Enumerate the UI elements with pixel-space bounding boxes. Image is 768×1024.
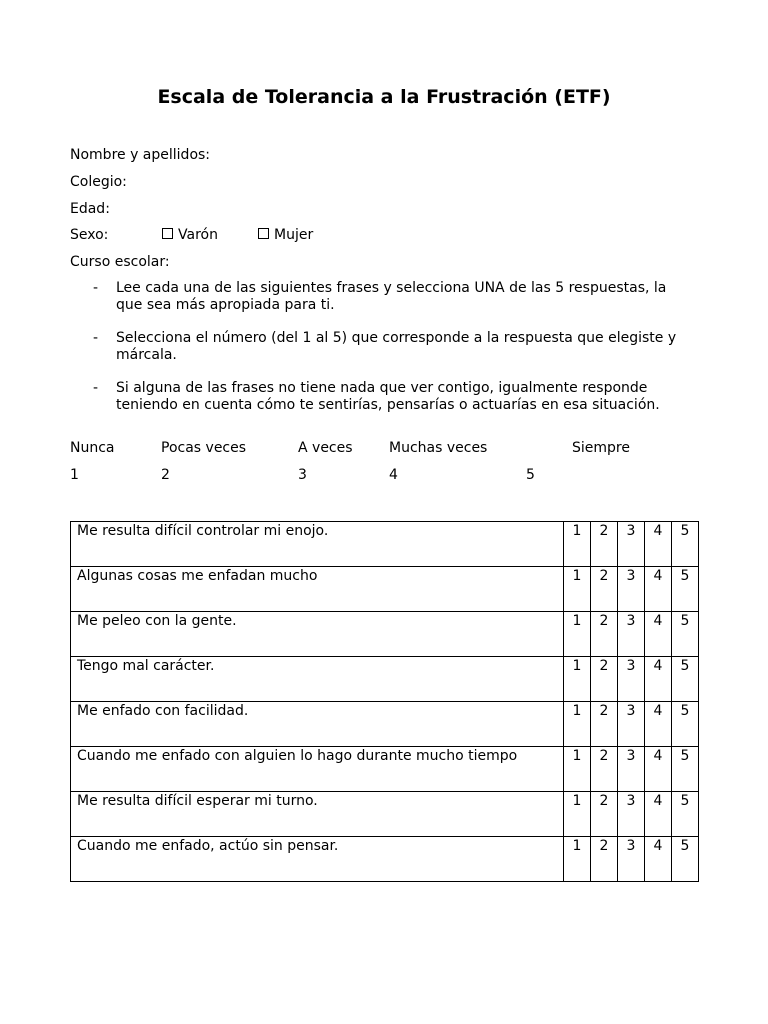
- answer-option-cell[interactable]: [564, 522, 591, 567]
- bullet-dash: -: [93, 380, 99, 396]
- answer-option-cell[interactable]: [645, 702, 672, 747]
- item-statement-text: Me resulta difícil controlar mi enojo.: [77, 523, 329, 539]
- answer-option-number: 5: [680, 748, 690, 764]
- answer-option-number: 4: [653, 838, 663, 854]
- answer-option-cell[interactable]: [564, 747, 591, 792]
- scale-number-4: 4: [389, 467, 398, 483]
- instruction-text: Lee cada una de las siguientes frases y selecciona UNA de las 5 respuestas, la que sea más apropiada para ti.: [116, 280, 667, 313]
- table-row: [71, 612, 699, 657]
- sex-option-male-label: Varón: [178, 227, 218, 243]
- answer-option-number: 2: [599, 838, 609, 854]
- answer-option-cell[interactable]: [672, 657, 699, 702]
- answer-option-number: 5: [680, 838, 690, 854]
- answer-option-number: 4: [653, 703, 663, 719]
- sex-option-female-label: Mujer: [274, 227, 314, 243]
- answer-option-number: 1: [572, 748, 582, 764]
- answer-option-number: 1: [572, 793, 582, 809]
- answer-option-number: 4: [653, 523, 663, 539]
- sex-option-male[interactable]: [162, 227, 218, 243]
- answer-option-number: 2: [599, 523, 609, 539]
- item-statement: [71, 837, 564, 882]
- table-row: [71, 657, 699, 702]
- answer-option-number: 3: [626, 793, 636, 809]
- answer-option-cell[interactable]: [591, 522, 618, 567]
- answer-option-cell[interactable]: [672, 567, 699, 612]
- answer-option-cell[interactable]: [591, 747, 618, 792]
- answer-option-number: 3: [626, 703, 636, 719]
- scale-label-sometimes: A veces: [298, 440, 353, 456]
- item-statement: [71, 657, 564, 702]
- answer-option-cell[interactable]: [591, 702, 618, 747]
- checkbox-icon[interactable]: [258, 228, 269, 239]
- answer-option-number: 2: [599, 793, 609, 809]
- item-statement: [71, 792, 564, 837]
- answer-option-cell[interactable]: [672, 837, 699, 882]
- answer-option-cell[interactable]: [645, 657, 672, 702]
- answer-option-number: 1: [572, 838, 582, 854]
- answer-option-cell[interactable]: [618, 612, 645, 657]
- table-row: [71, 522, 699, 567]
- item-statement-text: Cuando me enfado, actúo sin pensar.: [77, 838, 339, 854]
- answer-option-cell[interactable]: [591, 567, 618, 612]
- item-statement-text: Cuando me enfado con alguien lo hago durante mucho tiempo: [77, 748, 518, 764]
- answer-option-cell[interactable]: [564, 657, 591, 702]
- item-statement-text: Me enfado con facilidad.: [77, 703, 249, 719]
- answer-option-cell[interactable]: [672, 612, 699, 657]
- scale-number-2: 2: [161, 467, 170, 483]
- answer-option-cell[interactable]: [618, 747, 645, 792]
- answer-option-cell[interactable]: [591, 837, 618, 882]
- age-field-label: Edad:: [70, 201, 110, 217]
- answer-option-number: 1: [572, 613, 582, 629]
- answer-option-number: 3: [626, 568, 636, 584]
- answer-option-cell[interactable]: [618, 657, 645, 702]
- answer-option-cell[interactable]: [645, 837, 672, 882]
- scale-number-1: 1: [70, 467, 79, 483]
- name-field-label: Nombre y apellidos:: [70, 147, 211, 163]
- answer-option-cell[interactable]: [645, 792, 672, 837]
- checkbox-icon[interactable]: [162, 228, 173, 239]
- answer-option-cell[interactable]: [564, 702, 591, 747]
- answer-option-cell[interactable]: [645, 567, 672, 612]
- instruction-text: Selecciona el número (del 1 al 5) que corresponde a la respuesta que elegiste y márcala.: [116, 330, 677, 363]
- answer-option-number: 5: [680, 658, 690, 674]
- scale-label-rarely: Pocas veces: [161, 440, 247, 456]
- item-statement-text: Tengo mal carácter.: [77, 658, 215, 674]
- answer-option-number: 2: [599, 568, 609, 584]
- table-row: [71, 567, 699, 612]
- answer-option-number: 2: [599, 613, 609, 629]
- scale-label-often: Muchas veces: [389, 440, 488, 456]
- table-row: [71, 837, 699, 882]
- answer-option-number: 3: [626, 658, 636, 674]
- answer-option-number: 5: [680, 568, 690, 584]
- items-table: [70, 521, 699, 882]
- answer-option-number: 4: [653, 568, 663, 584]
- item-statement-text: Algunas cosas me enfadan mucho: [77, 568, 318, 584]
- page-title: Escala de Tolerancia a la Frustración (ETF): [157, 86, 611, 108]
- answer-option-number: 3: [626, 748, 636, 764]
- answer-option-number: 5: [680, 793, 690, 809]
- answer-option-cell[interactable]: [645, 747, 672, 792]
- table-row: [71, 747, 699, 792]
- answer-option-number: 3: [626, 838, 636, 854]
- answer-option-number: 2: [599, 658, 609, 674]
- bullet-dash: -: [93, 330, 99, 346]
- item-statement: [71, 567, 564, 612]
- item-statement: [71, 522, 564, 567]
- answer-option-cell[interactable]: [645, 522, 672, 567]
- answer-option-number: 5: [680, 703, 690, 719]
- answer-option-cell[interactable]: [591, 612, 618, 657]
- table-row: [71, 702, 699, 747]
- answer-option-number: 1: [572, 658, 582, 674]
- answer-option-cell[interactable]: [672, 522, 699, 567]
- answer-option-number: 4: [653, 658, 663, 674]
- answer-option-cell[interactable]: [564, 567, 591, 612]
- answer-option-number: 1: [572, 703, 582, 719]
- answer-option-number: 5: [680, 523, 690, 539]
- answer-option-cell[interactable]: [564, 837, 591, 882]
- item-statement: [71, 612, 564, 657]
- item-statement: [71, 702, 564, 747]
- scale-label-always: Siempre: [572, 440, 630, 456]
- answer-option-number: 4: [653, 748, 663, 764]
- answer-option-cell[interactable]: [618, 792, 645, 837]
- answer-option-number: 2: [599, 748, 609, 764]
- item-statement-text: Me peleo con la gente.: [77, 613, 237, 629]
- answer-option-cell[interactable]: [672, 792, 699, 837]
- answer-option-number: 4: [653, 613, 663, 629]
- scale-label-never: Nunca: [70, 440, 115, 456]
- sex-option-female[interactable]: [258, 227, 313, 243]
- answer-option-number: 1: [572, 568, 582, 584]
- answer-option-cell[interactable]: [672, 702, 699, 747]
- school-field-label: Colegio:: [70, 174, 127, 190]
- answer-option-cell[interactable]: [591, 792, 618, 837]
- table-row: [71, 792, 699, 837]
- course-field-label: Curso escolar:: [70, 254, 170, 270]
- answer-option-number: 3: [626, 523, 636, 539]
- scale-number-3: 3: [298, 467, 307, 483]
- answer-option-cell[interactable]: [672, 747, 699, 792]
- sex-field-label: Sexo:: [70, 227, 109, 243]
- answer-option-cell[interactable]: [618, 702, 645, 747]
- scale-number-5: 5: [526, 467, 535, 483]
- instruction-text: Si alguna de las frases no tiene nada que ver contigo, igualmente responde teniendo en cuenta cómo te sentirías, pensarías o actuarías en esa situación.: [116, 380, 660, 413]
- answer-option-number: 5: [680, 613, 690, 629]
- answer-option-cell[interactable]: [564, 792, 591, 837]
- answer-option-cell[interactable]: [645, 612, 672, 657]
- answer-option-number: 3: [626, 613, 636, 629]
- item-statement: [71, 747, 564, 792]
- answer-option-cell[interactable]: [618, 837, 645, 882]
- answer-option-cell[interactable]: [564, 612, 591, 657]
- answer-option-cell[interactable]: [618, 567, 645, 612]
- bullet-dash: -: [93, 280, 99, 296]
- answer-option-cell[interactable]: [618, 522, 645, 567]
- answer-option-number: 1: [572, 523, 582, 539]
- answer-option-number: 4: [653, 793, 663, 809]
- item-statement-text: Me resulta difícil esperar mi turno.: [77, 793, 318, 809]
- answer-option-cell[interactable]: [591, 657, 618, 702]
- answer-option-number: 2: [599, 703, 609, 719]
